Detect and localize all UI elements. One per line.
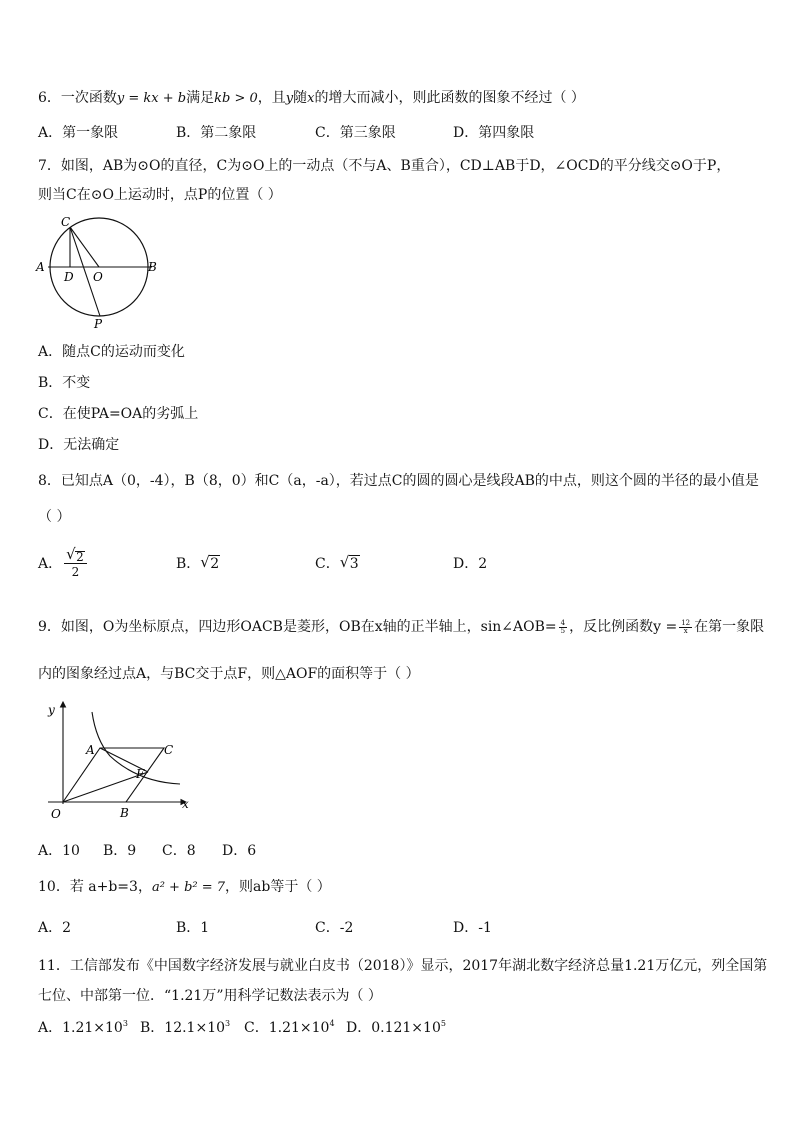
q10-suffix: ，则ab等于（ ）: [225, 879, 331, 895]
q6-option-c[interactable]: C．第三象限: [315, 125, 396, 141]
fig9-label-a: A: [86, 743, 95, 757]
q11-option-a[interactable]: [38, 1018, 128, 1038]
q9-k-denominator: x: [683, 626, 688, 635]
question-7-stem-line1: 7．如图，AB为⊙O的直径，C为⊙O上的一动点（不与A、B重合），CD⊥AB于D，∠OCD的平分线交⊙O于P，: [38, 158, 731, 174]
q10-option-c[interactable]: C．-2: [315, 920, 354, 936]
q8-option-a-fraction: √ 2 2: [64, 551, 87, 578]
question-9-stem-line1: [38, 617, 765, 637]
rhombus-oacb: [63, 748, 164, 802]
q8-option-b-label: B．: [176, 556, 201, 572]
q11-option-d[interactable]: [346, 1018, 446, 1038]
q6-x: x: [307, 91, 315, 106]
q6-suffix: 的增大而减小，则此函数的图象不经过（ ）: [314, 90, 585, 106]
q8-option-d[interactable]: D．2: [453, 556, 488, 572]
question-8-stem-line1: 8．已知点A（0，-4），B（8，0）和C（a，-a），若过点C的圆的圆心是线段AB的中点，则这个圆的半径的最小值是: [38, 473, 759, 489]
q7-option-c[interactable]: C．在使PA=OA的劣弧上: [38, 406, 199, 422]
q6-option-a[interactable]: A．第一象限: [38, 125, 119, 141]
question-9-stem-line2: 内的图象经过点A，与BC交于点F，则△AOF的面积等于（ ）: [38, 666, 420, 682]
q11-option-b-exp: 3: [225, 1019, 231, 1028]
q9-line1-b: ，反比例函数y =: [569, 619, 678, 635]
label-o: O: [93, 270, 103, 284]
q10-prefix: 10．若 a+b=3，: [38, 879, 152, 895]
fig9-label-c: C: [164, 743, 174, 757]
q10-equation: a² + b² = 7: [151, 880, 226, 895]
q9-sin-denominator: 5: [560, 626, 566, 635]
label-b: B: [148, 260, 157, 274]
label-p: P: [94, 317, 103, 331]
question-11-stem-line2: 七位、中部第一位．“1.21万”用科学记数法表示为（ ）: [38, 988, 382, 1004]
q8-option-c-radicand: 3: [349, 556, 359, 572]
q8-option-a-radicand: 2: [76, 549, 84, 564]
q6-option-d[interactable]: D．第四象限: [453, 125, 535, 141]
q8-option-a[interactable]: [38, 546, 89, 582]
q11-option-a-label: A．1.21×10: [38, 1020, 123, 1036]
q10-option-a[interactable]: A．2: [38, 920, 72, 936]
q9-k-numerator: 12: [681, 618, 691, 627]
q11-option-c-label: C．1.21×10: [244, 1020, 330, 1036]
question-7-stem-line2: 则当C在⊙O上运动时，点P的位置（ ）: [38, 187, 282, 203]
segment-co: [70, 227, 99, 267]
q9-rhombus-figure: [40, 698, 200, 822]
q8-option-b[interactable]: B． √ 2: [176, 553, 220, 572]
q9-sin-fraction: [559, 620, 567, 635]
q10-option-d[interactable]: D．-1: [453, 920, 492, 936]
q11-option-d-label: D．0.121×10: [346, 1020, 441, 1036]
label-a: A: [36, 260, 45, 274]
q8-option-a-denominator: 2: [71, 564, 80, 579]
q6-mid3: 随: [293, 90, 308, 106]
q11-option-b-label: B．12.1×10: [140, 1020, 226, 1036]
q8-option-c-label: C．: [315, 556, 340, 572]
q8-option-a-label: A．: [38, 556, 63, 572]
question-8-stem-line2: （ ）: [38, 509, 71, 525]
fig9-label-x: x: [182, 797, 189, 811]
fig9-label-y: y: [48, 703, 55, 717]
fig9-label-f: F: [136, 767, 145, 781]
q7-option-d[interactable]: D．无法确定: [38, 437, 120, 453]
q9-line1-c: 在第一象限: [694, 619, 765, 635]
q9-option-d[interactable]: D．6: [222, 843, 257, 859]
q7-circle-figure: [30, 212, 170, 332]
q9-line1-a: 9．如图，O为坐标原点，四边形OACB是菱形，OB在x轴的正半轴上，sin∠AOB=: [38, 619, 557, 635]
fig9-label-o: O: [51, 807, 61, 821]
question-6-stem: [38, 88, 760, 109]
q7-option-a[interactable]: A．随点C的运动而变化: [38, 344, 185, 360]
q9-k-fraction: [679, 620, 692, 635]
question-10-stem: [38, 877, 760, 898]
q9-option-c[interactable]: C．8: [162, 843, 196, 859]
q8-option-c[interactable]: C． √ 3: [315, 553, 359, 572]
q9-sin-numerator: 4: [560, 618, 566, 627]
label-d: D: [64, 270, 74, 284]
q11-option-d-exp: 5: [440, 1019, 446, 1028]
q6-y: y: [285, 91, 294, 106]
q10-option-b[interactable]: B．1: [176, 920, 210, 936]
q6-condition: kb > 0: [214, 91, 258, 106]
q11-option-c-exp: 4: [329, 1019, 335, 1028]
q8-option-b-radicand: 2: [210, 556, 220, 572]
fig9-label-b: B: [120, 806, 129, 820]
q6-formula: y = kx + b: [116, 91, 187, 106]
q6-option-b[interactable]: B．第二象限: [176, 125, 257, 141]
q6-prefix: 6．一次函数: [38, 90, 117, 106]
q11-option-b[interactable]: [140, 1018, 230, 1038]
q9-option-b[interactable]: B．9: [103, 843, 137, 859]
q11-option-a-exp: 3: [122, 1019, 128, 1028]
question-11-stem-line1: 11．工信部发布《中国数字经济发展与就业白皮书（2018）》显示，2017年湖北数字经济总量1.21万亿元，列全国第: [38, 958, 768, 974]
q11-option-c[interactable]: [244, 1018, 335, 1038]
label-c: C: [61, 215, 71, 229]
q6-mid1: 满足: [186, 90, 215, 106]
q7-option-b[interactable]: B．不变: [38, 375, 91, 391]
q6-mid2: ，且: [257, 90, 286, 106]
q9-option-a[interactable]: A．10: [38, 843, 80, 859]
